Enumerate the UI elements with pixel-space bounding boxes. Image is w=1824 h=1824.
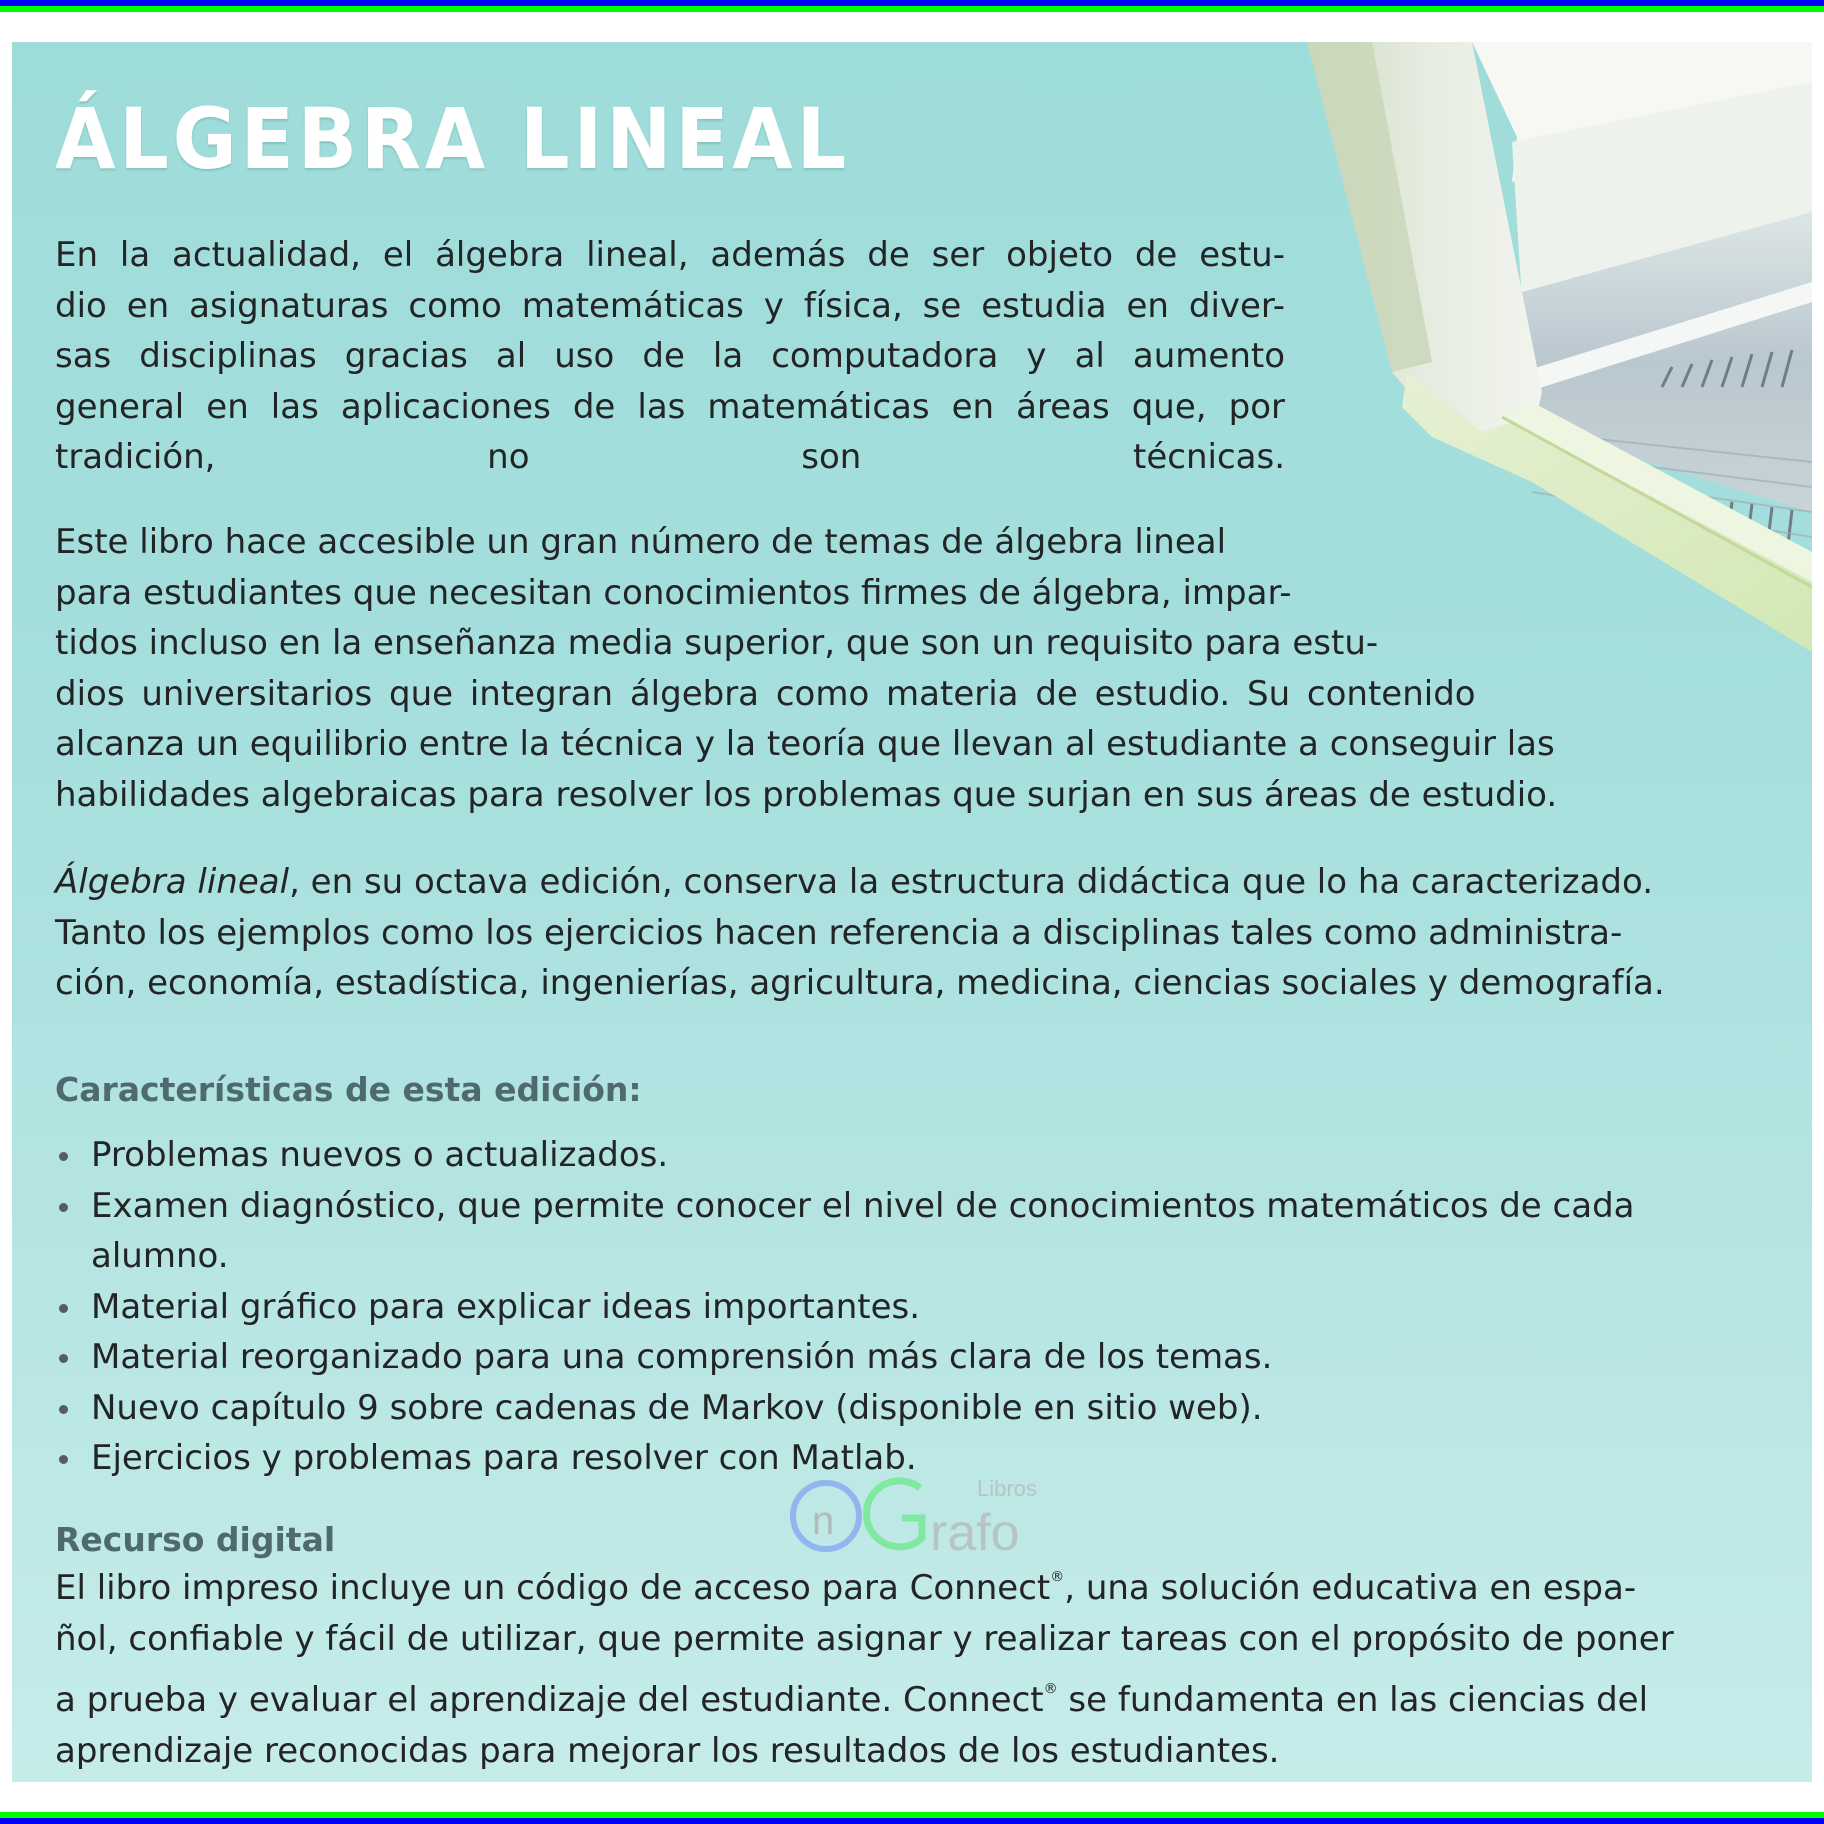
logo-text-libros: Libros bbox=[977, 1476, 1037, 1501]
logo-text-rafo: rafo bbox=[930, 1504, 1020, 1560]
digital-text: se fundamenta en las ciencias del bbox=[1057, 1680, 1649, 1720]
edition-line-rest: , en su octava edición, conserva la estructura didáctica que lo ha caracterizado. bbox=[289, 862, 1654, 902]
feature-text: Material gráfico para explicar ideas importantes. bbox=[91, 1286, 921, 1327]
audience-paragraph bbox=[55, 517, 1800, 820]
bullet-icon bbox=[59, 1304, 68, 1313]
intro-line: tradición, no son técnicas. bbox=[55, 437, 1285, 477]
digital-heading: Recurso digital bbox=[55, 1520, 336, 1559]
book-title: ÁLGEBRA LINEAL bbox=[55, 90, 850, 188]
feature-item bbox=[55, 1282, 1780, 1333]
digital-text: , una solución educativa en espa- bbox=[1064, 1568, 1637, 1608]
registered-mark: ® bbox=[1043, 1681, 1058, 1697]
edition-line: ción, economía, estadística, ingenierías, agricultura, medicina, ciencias sociales y demografía. bbox=[55, 963, 1665, 1003]
bullet-icon bbox=[59, 1354, 68, 1363]
audience-line: habilidades algebraicas para resolver los problemas que surjan en sus áreas de estudio. bbox=[55, 774, 1558, 815]
features-list bbox=[55, 1130, 1780, 1484]
audience-line: alcanza un equilibrio entre la técnica y la teoría que llevan al estudiante a conseguir las bbox=[55, 724, 1555, 764]
digital-line: ñol, confiable y fácil de utilizar, que permite asignar y realizar tareas con el propósito de poner bbox=[55, 1618, 1674, 1659]
edition-paragraph bbox=[55, 857, 1800, 1009]
digital-text: El libro impreso incluye un código de acceso para Connect bbox=[55, 1568, 1051, 1608]
intro-line: general en las aplicaciones de las matemáticas en áreas que, por bbox=[55, 386, 1285, 427]
edition-line bbox=[55, 857, 1800, 908]
logo-letter-n: n bbox=[812, 1499, 835, 1543]
digital-paragraph bbox=[55, 1552, 1780, 1776]
feature-text: Nuevo capítulo 9 sobre cadenas de Markov (disponible en sitio web). bbox=[91, 1387, 1263, 1428]
bullet-icon bbox=[59, 1203, 68, 1212]
digital-text: a prueba y evaluar el aprendizaje del estudiante. Connect bbox=[55, 1680, 1044, 1720]
intro-line: dio en asignaturas como matemáticas y física, se estudia en diver- bbox=[55, 285, 1285, 326]
frame-border-bottom-outer bbox=[0, 1818, 1824, 1824]
audience-line: Este libro hace accesible un gran número de temas de álgebra lineal bbox=[55, 522, 1227, 562]
frame-border-top-inner bbox=[0, 6, 1824, 12]
feature-item bbox=[55, 1383, 1780, 1434]
intro-line: En la actualidad, el álgebra lineal, además de ser objeto de estu- bbox=[55, 235, 1285, 275]
feature-text: Material reorganizado para una comprensión más clara de los temas. bbox=[91, 1337, 1273, 1377]
logo-rings-icon bbox=[790, 1460, 1060, 1560]
book-back-cover bbox=[12, 42, 1812, 1782]
audience-line: dios universitarios que integran álgebra como materia de estudio. Su contenido bbox=[55, 673, 1476, 714]
bullet-icon bbox=[59, 1152, 68, 1161]
digital-line bbox=[55, 1664, 1780, 1726]
intro-paragraph bbox=[55, 230, 1285, 483]
book-title-italic: Álgebra lineal bbox=[55, 862, 290, 902]
feature-text: Examen diagnóstico, que permite conocer el nivel de conocimientos matemáticos de cada alumno. bbox=[91, 1185, 1635, 1276]
audience-line: para estudiantes que necesitan conocimientos firmes de álgebra, impar- bbox=[55, 572, 1292, 613]
features-heading: Características de esta edición: bbox=[55, 1070, 642, 1109]
intro-line: sas disciplinas gracias al uso de la computadora y al aumento bbox=[55, 336, 1285, 376]
feature-text: Ejercicios y problemas para resolver con Matlab. bbox=[91, 1438, 917, 1478]
digital-line: aprendizaje reconocidas para mejorar los resultados de los estudiantes. bbox=[55, 1730, 1280, 1771]
bullet-icon bbox=[59, 1405, 68, 1414]
registered-mark: ® bbox=[1050, 1569, 1065, 1585]
audience-line: tidos incluso en la enseñanza media superior, que son un requisito para estu- bbox=[55, 623, 1379, 663]
digital-line bbox=[55, 1552, 1780, 1614]
feature-text: Problemas nuevos o actualizados. bbox=[91, 1135, 669, 1175]
bullet-icon bbox=[59, 1455, 68, 1464]
feature-item bbox=[55, 1332, 1780, 1383]
feature-item bbox=[55, 1130, 1780, 1181]
ongrafo-watermark-logo bbox=[790, 1460, 1060, 1560]
feature-item bbox=[55, 1181, 1780, 1282]
edition-line: Tanto los ejemplos como los ejercicios hacen referencia a disciplinas tales como administra- bbox=[55, 912, 1623, 953]
